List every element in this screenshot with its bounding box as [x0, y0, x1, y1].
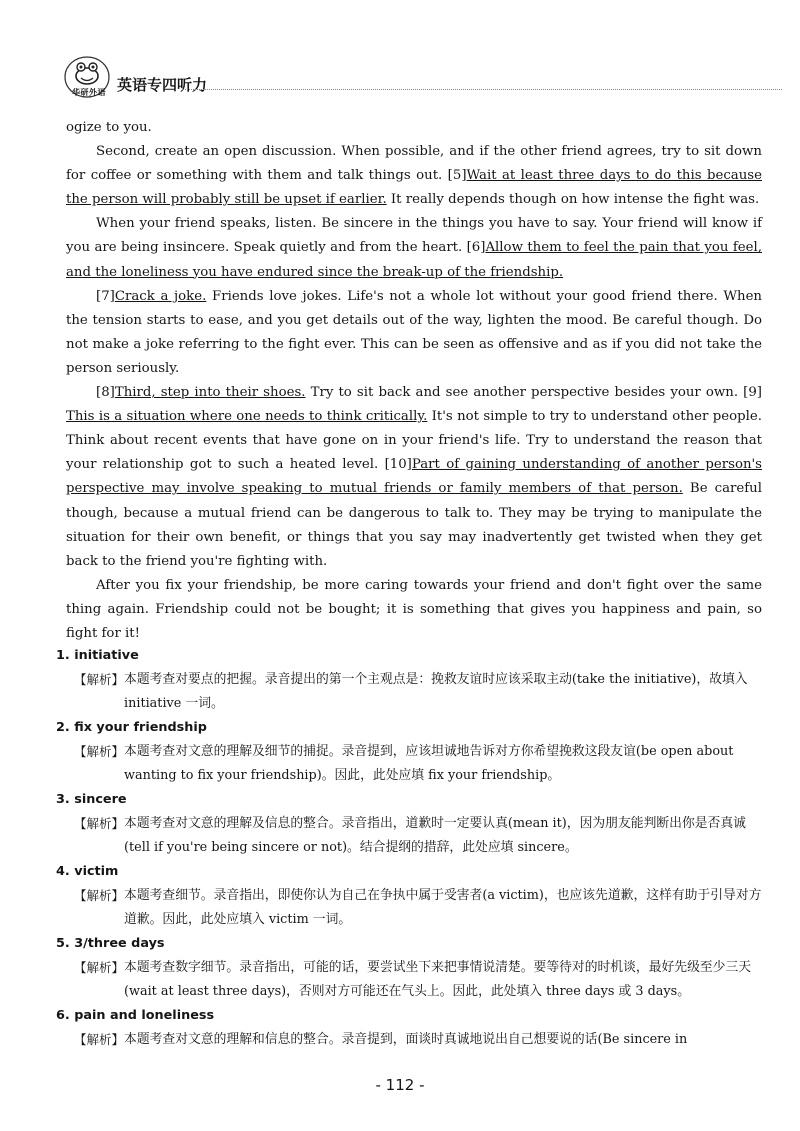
page-header — [62, 56, 782, 102]
analysis-text: 本题考查对文意的理解及信息的整合。录音指出，道歉时一定要认真(mean it)，因为朋友能判断出你是否真诚(tell if you're being sincere or not)。结合提纲的措辞，此处应填 sincere。 — [124, 816, 746, 855]
answer-item — [56, 932, 764, 1004]
page-number: - 112 - — [375, 1076, 425, 1094]
header-title: 英语专四听力 — [117, 76, 208, 94]
answer-key — [56, 644, 764, 1052]
underlined-sentence-10: Part of gaining understanding of another person's perspective may involve speaking to mutual friends or family members of that person. — [66, 457, 762, 497]
answer-number: 4. — [56, 864, 70, 879]
answer-number: 6. — [56, 1008, 70, 1023]
paragraph-5: After you fix your friendship, be more caring towards your friend and don't fight over the same thing again. Friendship could not be bought; it is something that gives you happiness and pain, so fight for it! — [66, 577, 762, 641]
paragraph-0: ogize to you. — [66, 120, 152, 135]
passage — [66, 116, 762, 646]
underlined-sentence-9: This is a situation where one needs to think critically. — [66, 409, 428, 425]
analysis-tag: 【解析】 — [74, 1032, 125, 1047]
analysis-text: 本题考查对文意的理解和信息的整合。录音提到，面谈时真诚地说出自己想要说的话(Be sincere in — [124, 1032, 688, 1047]
answer-number: 3. — [56, 792, 70, 807]
answer-item — [56, 1004, 764, 1052]
analysis-text: 本题考查对要点的把握。录音提出的第一个主观点是：挽救友谊时应该采取主动(take the initiative)，故填入 initiative 一词。 — [124, 672, 748, 711]
answer-word: 3/three days — [74, 936, 165, 951]
analysis-tag: 【解析】 — [74, 816, 125, 831]
analysis-tag: 【解析】 — [74, 960, 125, 975]
answer-item — [56, 788, 764, 860]
paragraph-3: [7]Crack a joke. Friends love jokes. Life's not a whole lot without your good friend there. When the tension starts to ease, and you get details out of the way, lighten the mood. Be careful though. Do not make a joke referring to the fight ever. This can be seen as offensive and as if you did not take the person seriously. — [66, 288, 762, 376]
answer-item — [56, 644, 764, 716]
answer-number: 1. — [56, 648, 70, 663]
header-divider — [182, 89, 782, 90]
answer-word: sincere — [74, 792, 127, 807]
answer-item — [56, 860, 764, 932]
underlined-sentence-5: Wait at least three days to do this because the person will probably still be upset if earlier. — [66, 168, 762, 208]
analysis-text: 本题考查细节。录音指出，即使你认为自己在争执中属于受害者(a victim)，也应该先道歉，这样有助于引导对方道歉。因此，此处应填入 victim 一词。 — [124, 888, 762, 927]
answer-number: 2. — [56, 720, 70, 735]
underlined-sentence-6: Allow them to feel the pain that you feel, and the loneliness you have endured since the break-up of the friendship. — [66, 240, 762, 280]
answer-word: victim — [74, 864, 119, 879]
answer-number: 5. — [56, 936, 70, 951]
analysis-tag: 【解析】 — [74, 744, 125, 759]
paragraph-4: [8]Third, step into their shoes. Try to sit back and see another perspective besides your own. [9] This is a situation where one needs to think critically. It's not simple to try to understand other people. Think about recent events that have gone on in your friend's life. Try to understand the reason that your relationship got to such a heated level. [10]Part of gaining understanding of another person's perspective may involve speaking to mutual friends or family members of that person. Be careful though, because a mutual friend can be dangerous to talk to. They may be trying to manipulate the situation for their own benefit, or things that you say may inadvertently get twisted when they get back to the friend you're fighting with. — [66, 385, 762, 569]
logo — [62, 56, 112, 100]
analysis-tag: 【解析】 — [74, 888, 125, 903]
paragraph-1: Second, create an open discussion. When possible, and if the other friend agrees, try to sit down for coffee or something with them and talk things out. [5]Wait at least three days to do this because the person will probably still be upset if earlier. It really depends though on how intense the fight was. — [66, 144, 762, 208]
underlined-sentence-8: Third, step into their shoes. — [114, 385, 306, 401]
analysis-text: 本题考查数字细节。录音指出，可能的话，要尝试坐下来把事情说清楚。要等待对的时机谈，最好先级至少三天(wait at least three days)，否则对方可能还在气头上。因此，此处填入 three days 或 3 days。 — [124, 960, 752, 999]
logo-text: 华研外语 — [72, 88, 106, 97]
answer-word: initiative — [74, 648, 139, 663]
analysis-tag: 【解析】 — [74, 672, 125, 687]
answer-word: fix your friendship — [74, 720, 207, 735]
answer-word: pain and loneliness — [74, 1008, 215, 1023]
answer-item — [56, 716, 764, 788]
underlined-sentence-7: Crack a joke. — [114, 288, 207, 304]
paragraph-2: When your friend speaks, listen. Be sincere in the things you have to say. Your friend will know if you are being insincere. Speak quietly and from the heart. [6]Allow them to feel the pain that you feel, and the loneliness you have endured since the break-up of the friendship. — [66, 216, 762, 280]
analysis-text: 本题考查对文意的理解及细节的捕捉。录音提到，应该坦诚地告诉对方你希望挽救这段友谊(be open about wanting to fix your friendship)。因此，此处应填 fix your friendship。 — [124, 744, 734, 783]
